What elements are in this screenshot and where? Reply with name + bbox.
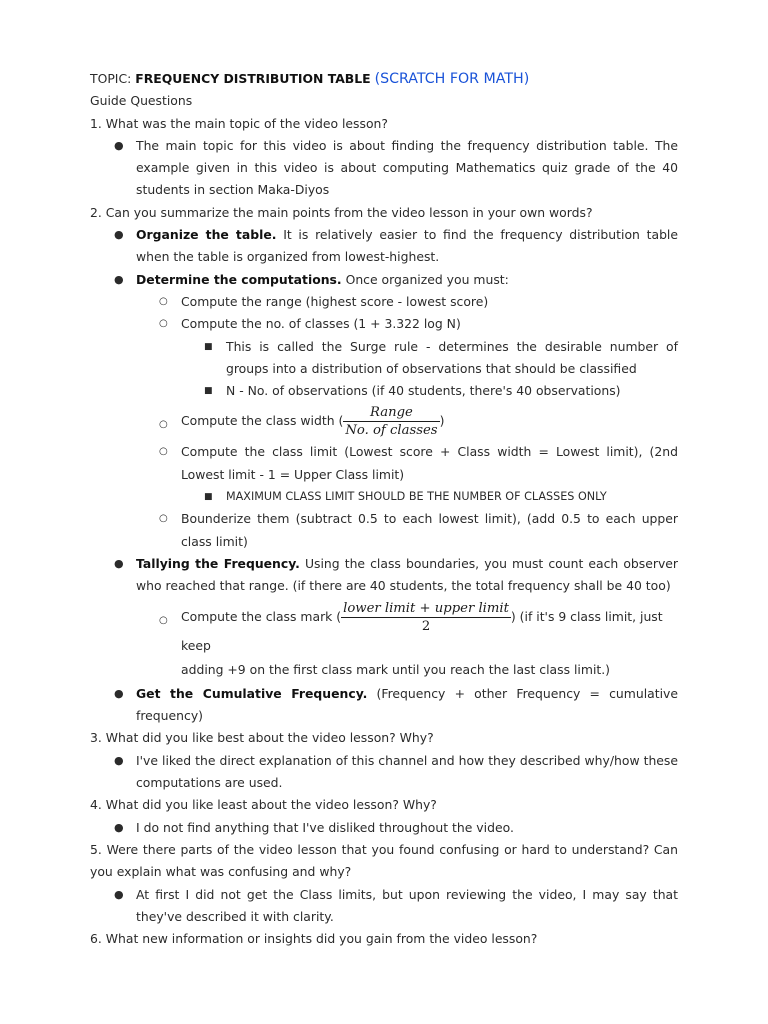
surge-text: This is called the Surge rule - determines the desirable number of groups into a distribution of observations that should be classified (226, 338, 678, 376)
bullet-dot-icon: ● (114, 272, 124, 286)
bullet-dot-icon: ● (114, 686, 124, 700)
width-numerator: Range (370, 405, 413, 421)
sub-class-limit (90, 441, 678, 486)
class-mark-fraction (341, 600, 511, 635)
bullet-dot-icon: ● (114, 138, 124, 152)
point-cumulative (90, 683, 678, 728)
answer-1-text: The main topic for this video is about finding the frequency distribution table. The example given in this video is about computing Mathematics quiz grade of the 40 students in section Maka-Diyos (136, 137, 678, 198)
question-3: 3. What did you like best about the video lesson? Why? (90, 730, 434, 746)
question-2: 2. Can you summarize the main points from the video lesson in your own words? (90, 204, 593, 220)
bullet-circle-icon: ○ (159, 513, 168, 525)
bullet-dot-icon: ● (114, 228, 124, 242)
bullet-dot-icon: ● (114, 753, 124, 767)
bullet-square-icon: ■ (204, 386, 213, 397)
bullet-circle-icon: ○ (159, 419, 168, 431)
topic-heading (90, 68, 678, 90)
bullet-dot-icon: ● (114, 887, 124, 901)
topic-title: FREQUENCY DISTRIBUTION TABLE (135, 71, 371, 86)
answer-1 (90, 135, 678, 202)
mark-pre: Compute the class mark ( (181, 608, 342, 624)
sub-classes (90, 313, 678, 335)
question-5: 5. Were there parts of the video lesson that you found confusing or hard to understand? Can you explain what was confusing and why? (90, 841, 678, 880)
mark-continuation: adding +9 on the first class mark until you reach the last class limit.) (181, 661, 611, 677)
answer-5 (90, 884, 678, 929)
point-tally (90, 553, 678, 598)
sub-max-limit (90, 486, 678, 508)
tally-bold: Tallying the Frequency. (136, 555, 300, 571)
topic-paren-open: ( (374, 71, 381, 87)
n-observations-text: N - No. of observations (if 40 students, there's 40 observations) (226, 383, 621, 399)
width-post: ) (439, 413, 445, 429)
limit-text: Compute the class limit (Lowest score + Class width = Lowest limit), (2nd Lowest limit - 1 = Upper Class limit) (181, 444, 678, 482)
determine-text: Once organized you must: (341, 271, 509, 287)
answer-4 (90, 817, 678, 839)
question-4: 4. What did you like least about the video lesson? Why? (90, 797, 437, 813)
document-page (90, 68, 678, 950)
answer-4-text: I do not find anything that I've disliked throughout the video. (136, 819, 514, 835)
scratch-for-math-link[interactable]: SCRATCH FOR MATH (380, 71, 524, 87)
answer-3-text: I've liked the direct explanation of this channel and how they described why/how these computations are used. (136, 752, 678, 791)
bullet-dot-icon: ● (114, 820, 124, 834)
sub-surge (90, 336, 678, 381)
answer-5-text: At first I did not get the Class limits, but upon reviewing the video, I may say that they've described it with clarity. (136, 886, 678, 924)
max-limit-text: MAXIMUM CLASS LIMIT SHOULD BE THE NUMBER OF CLASSES ONLY (226, 490, 607, 504)
width-pre: Compute the class width ( (181, 413, 344, 429)
classes-text: Compute the no. of classes (1 + 3.322 log N) (181, 316, 461, 332)
sub-class-mark (90, 598, 678, 683)
bullet-circle-icon: ○ (159, 318, 168, 330)
question-1: 1. What was the main topic of the video lesson? (90, 115, 388, 131)
mark-numerator: lower limit + upper limit (343, 600, 509, 616)
sub-n-observations (90, 380, 678, 402)
organize-bold: Organize the table. (136, 227, 277, 243)
organize-text: It is relatively easier to find the frequency distribution table when the table is organized from lowest-highest. (136, 227, 678, 265)
mark-denominator: 2 (341, 617, 511, 635)
bullet-dot-icon: ● (114, 556, 124, 570)
topic-label: TOPIC: (90, 71, 132, 86)
width-denominator: No. of classes (345, 423, 438, 439)
tally-text: Using the class boundaries, you must count each observer who reached that range. (if there are 40 students, the total frequency shall be 40 too) (136, 555, 679, 594)
guide-questions-heading: Guide Questions (90, 93, 193, 109)
class-width-fraction (343, 404, 439, 439)
sub-class-width (90, 402, 678, 441)
mark-post: ) (if it's 9 class limit, just keep (181, 608, 663, 653)
cumulative-bold: Get the Cumulative Frequency. (136, 685, 368, 701)
point-determine (90, 269, 678, 291)
sub-range (90, 291, 678, 313)
point-organize (90, 224, 678, 269)
bullet-square-icon: ■ (204, 492, 213, 503)
bullet-square-icon: ■ (204, 341, 213, 352)
bullet-circle-icon: ○ (159, 446, 168, 458)
question-6: 6. What new information or insights did you gain from the video lesson? (90, 931, 538, 947)
sub-bounderize (90, 508, 678, 553)
answer-3 (90, 750, 678, 795)
range-text: Compute the range (highest score - lowest score) (181, 293, 489, 309)
topic-paren-close: ) (523, 71, 530, 87)
bullet-circle-icon: ○ (159, 295, 168, 307)
bullet-circle-icon: ○ (159, 614, 168, 626)
determine-bold: Determine the computations. (136, 271, 342, 287)
cumulative-text: (Frequency + other Frequency = cumulative frequency) (136, 685, 678, 724)
bounderize-text: Bounderize them (subtract 0.5 to each lowest limit), (add 0.5 to each upper class limit) (181, 511, 678, 549)
